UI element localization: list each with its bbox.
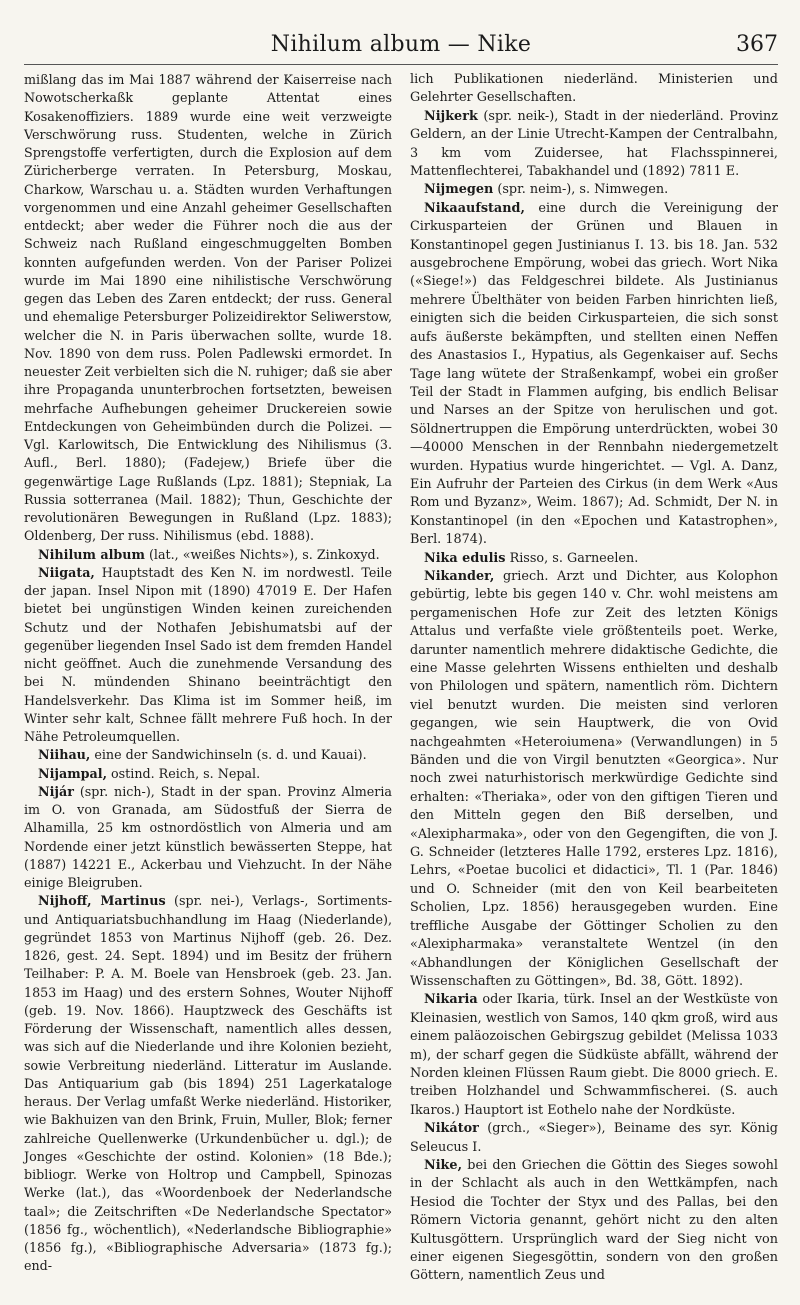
entry-paragraph — [24, 546, 392, 564]
entry-text: Hauptstadt des Ken N. im nordwestl. Teile der japan. Insel Nipon mit (1890) 47019 E. Der Hafen bietet bei ungünstigen Winden keinen zureichenden Schutz und der Nothafen Jebishumatsbi auf der gegenüber liegenden Insel Sado ist dem fremden Handel nicht geöffnet. Auch die zunehmende Versandung des bei N. mündenden Shinano beeinträchtigt den Handelsverkehr. Das Klima ist im Sommer heiß, im Winter sehr kalt, Schnee fällt mehrere Fuß hoch. In der Nähe Petroleumquellen. — [24, 564, 392, 744]
entry-text: (spr. nei-), Verlags-, Sortiments- und Antiquariatsbuchhandlung im Haag (Niederlande), gegründet 1853 von Martinus Nijhoff (geb. 26. Dez. 1826, gest. 24. Sept. 1894) und im Besitz der frühern Teilhaber: P. A. M. Boele van Hensbroek (geb. 23. Jan. 1853 im Haag) und des erstern Sohnes, Wouter Nijhoff (geb. 19. Nov. 1866). Hauptzweck des Geschäfts ist Förderung der Wissenschaft, namentlich alles dessen, was sich auf die Niederlande und ihre Kolonien bezieht, sowie Verbreitung niederländ. Litteratur im Auslande. Das Antiquarium gab (bis 1894) 251 Lagerkataloge heraus. Der Verlag umfaßt Werke niederländ. Historiker, wie Bakhuizen van den Brink, Fruin, Muller, Blok; ferner zahlreiche Quellenwerke (Urkundenbücher u. dgl.); de Jonges «Geschichte der ostind. Kolonien» (18 Bde.); bibliogr. Werke von Holtrop und Campbell, Spinozas Werke (lat.), das «Woordenboek der Nederlandsche taal»; die Zeitschriften «De Nederlandsche Spectator» (1856 fg., wöchentlich), «Nederlandsche Bibliographie» (1856 fg.), «Bibliographische Adversaria» (1873 fg.); end- — [24, 893, 392, 1274]
running-head-title: Nihilum album — Nike — [270, 32, 532, 57]
entry-text: eine durch die Vereinigung der Cirkusparteien der Grünen und Blauen in Konstantinopel gegen Justinianus I. 13. bis 18. Jan. 532 ausgebrochene Empörung, wobei das griech. Wort Nika («Siege!») das Feldgeschrei bildete. Als Justinianus mehrere Übelthäter von beiden Farben hinrichten ließ, einigten sich die beiden Cirkusparteien, die sich sonst aufs äußerste bekämpften, und stellten einen Neffen des Anastasios I., Hypatius, als Gegenkaiser auf. Sechs Tage lang wütete der Straßenkampf, wobei ein großer Teil der Stadt in Flammen aufging, bis endlich Belisar und Narses an der Spitze von herulischen und got. Söldnertruppen die Empörung unterdrückten, wobei 30—40000 Menschen in der Rennbahn niedergemetzelt wurden. Hypatius wurde hingerichtet. — Vgl. A. Danz, Ein Aufruhr der Parteien des Cirkus (in dem Werk «Aus Rom und Byzanz», Weim. 1867); Ad. Schmidt, Der N. in Konstantinopel (in den «Epochen und Katastrophen», Berl. 1874). — [410, 200, 778, 548]
entry-text: lich Publikationen niederländ. Ministerien und Gelehrter Gesellschaften. — [410, 72, 778, 106]
entry-lemma: Nijampal, — [38, 765, 107, 781]
entry-lemma: Niigata, — [38, 564, 95, 580]
entry-paragraph — [410, 71, 778, 108]
entry-text: (spr. neim-), s. Nimwegen. — [493, 182, 669, 198]
entry-lemma: Nikander, — [424, 568, 495, 584]
entry-lemma: Nijkerk — [424, 108, 478, 124]
entry-text: Risso, s. Garneelen. — [505, 550, 639, 566]
entry-paragraph — [410, 1157, 778, 1286]
entry-paragraph — [410, 200, 778, 550]
left-column — [24, 71, 392, 1276]
entry-text: (lat., «weißes Nichts»), s. Zinkoxyd. — [144, 546, 380, 562]
entry-text: oder Ikaria, türk. Insel an der Westküste von Kleinasien, westlich von Samos, 140 qkm groß, wird aus einem paläozoischen Gebirgszug gebildet (Melissa 1033 m), der scharf gegen die Südküste abfällt, während der Norden kleinen Flüssen Raum giebt. Die 8000 griech. E. treiben Holzhandel und Schwammfischerei. (S. auch Ikaros.) Hauptort ist Eothelo nahe der Nordküste. — [410, 992, 778, 1118]
entry-lemma: Nikaria — [424, 992, 478, 1008]
entry-paragraph — [410, 568, 778, 991]
entry-lemma: Nika edulis — [424, 550, 506, 566]
entry-lemma: Nijmegen — [424, 182, 494, 198]
right-column — [410, 71, 778, 1286]
entry-text: eine der Sandwichinseln (s. d. und Kauai). — [90, 747, 367, 763]
entry-paragraph — [24, 765, 392, 783]
entry-text: ostind. Reich, s. Nepal. — [106, 765, 261, 781]
entry-text: griech. Arzt und Dichter, aus Kolophon gebürtig, lebte bis gegen 140 v. Chr. wohl meistens am pergamenischen Hofe zur Zeit des letzten Königs Attalus und verfaßte viele größtenteils poet. Werke, darunter namentlich mehrere didaktische Gedichte, die eine Masse gelehrten Wissens enthielten und deshalb von Philologen und spätern, namentlich röm. Dichtern viel benutzt wurden. Die meisten sind verloren gegangen, wie sein Hauptwerk, die von Ovid nachgeahmten «Heteroiumena» (Verwandlungen) in 5 Bänden und die von Virgil benutzten «Georgica». Nur noch zwei naturhistorisch merkwürdige Gedichte sind erhalten: «Theriaka», oder von den giftigen Tieren und den Mitteln gegen den Biß derselben, und «Alexipharmaka», oder von den Gegengiften, die von J. G. Schneider (letzteres Halle 1792, ersteres Lpz. 1816), Lehrs, «Poetae bucolici et didactici», Tl. 1 (Par. 1846) und O. Schneider (mit den von Keil bearbeiteten Scholien, Lpz. 1856) herausgegeben wurden. Eine treffliche Ausgabe der Göttinger Scholien zu den «Alexipharmaka» veranstaltete Wentzel (in den «Abhandlungen der Königlichen Gesellschaft der Wissenschaften zu Göttingen», Bd. 38, Gött. 1892). — [410, 568, 778, 989]
entry-lemma: Nikaaufstand, — [424, 200, 525, 216]
entry-paragraph — [24, 783, 392, 893]
entry-paragraph — [24, 564, 392, 747]
entry-text: (spr. nich-), Stadt in der span. Provinz Almeria im O. von Granada, am Südostfuß der Sierra de Alhamilla, 25 km ostnordöstlich von Almeria und am Nordende einer jetzt künstlich bewässerten Steppe, hat (1887) 14221 E., Ackerbau und Viehzucht. In der Nähe einige Bleigruben. — [24, 783, 392, 890]
entry-paragraph — [24, 71, 392, 546]
entry-lemma: Nijár — [38, 783, 74, 799]
entry-text: mißlang das im Mai 1887 während der Kaiserreise nach Nowotscherkaßk geplante Attentat eines Kosakenoffiziers. 1889 wurde eine weit verzweigte Verschwörung russ. Studenten, welche in Zürich Sprengstoffe verfertigten, durch die Explosion auf dem Züricherberge verraten. In Petersburg, Moskau, Charkow, Warschau u. a. Städten wurden Verhaftungen vorgenommen und eine Anzahl geheimer Gesellschaften entdeckt; aber weder die Führer noch die aus der Schweiz nach Rußland eingeschmuggelten Bomben konnten aufgefunden werden. Von der Pariser Polizei wurde im Mai 1890 eine nihilistische Verschwörung gegen das Leben des Zaren entdeckt; der russ. General und ehemalige Petersburger Polizeidirektor Seliwerstow, welcher die N. in Paris überwachen sollte, wurde 18. Nov. 1890 von dem russ. Polen Padlewski ermordet. In neuester Zeit verbielten sich die N. ruhiger; daß sie aber ihre Propaganda ununterbrochen fortsetzten, beweisen mehrfache Aufhebungen geheimer Druckereien sowie Entdeckungen von Geheimbünden durch die Polizei. — Vgl. Karlowitsch, Die Entwicklung des Nihilismus (3. Aufl., Berl. 1880); (Fadejew,) Briefe über die gegenwärtige Lage Rußlands (Lpz. 1881); Stepniak, La Russia sotterranea (Mail. 1882); Thun, Geschichte der revolutionären Bewegungen in Rußland (Lpz. 1883); Oldenberg, Der russ. Nihilismus (ebd. 1888). — [24, 72, 392, 544]
entry-text: bei den Griechen die Göttin des Sieges sowohl in der Schlacht als auch in den Wettkämpfen, nach Hesiod die Tochter der Styx und des Pallas, bei den Römern Victoria genannt, gehört nicht zu den alten Kultusgöttern. Ursprünglich ward der Sieg nicht von einer eigenen Siegesgöttin, sondern von den großen Göttern, namentlich Zeus und — [410, 1157, 778, 1284]
text-columns — [24, 71, 778, 1286]
entry-paragraph — [410, 1120, 778, 1157]
entry-text: (spr. neik-), Stadt in der niederländ. Provinz Geldern, an der Linie Utrecht-Kampen der Centralbahn, 3 km vom Zuidersee, hat Flachsspinnerei, Mattenflechterei, Tabakhandel und (1892) 7811 E. — [410, 108, 778, 180]
entry-lemma: Nijhoff, Martinus — [38, 893, 166, 909]
page-number: 367 — [736, 32, 778, 57]
entry-paragraph — [410, 991, 778, 1120]
entry-lemma: Nikátor — [424, 1121, 479, 1137]
running-head — [24, 30, 778, 65]
entry-lemma: Nike, — [424, 1157, 463, 1173]
entry-paragraph — [24, 746, 392, 764]
entry-text: (grch., «Sieger»), Beiname des syr. König Seleucus I. — [410, 1121, 778, 1155]
entry-paragraph — [410, 108, 778, 182]
entry-lemma: Nihilum album — [38, 546, 145, 562]
entry-lemma: Niihau, — [38, 747, 91, 763]
entry-paragraph — [410, 550, 778, 568]
entry-paragraph — [24, 892, 392, 1275]
entry-paragraph — [410, 181, 778, 199]
